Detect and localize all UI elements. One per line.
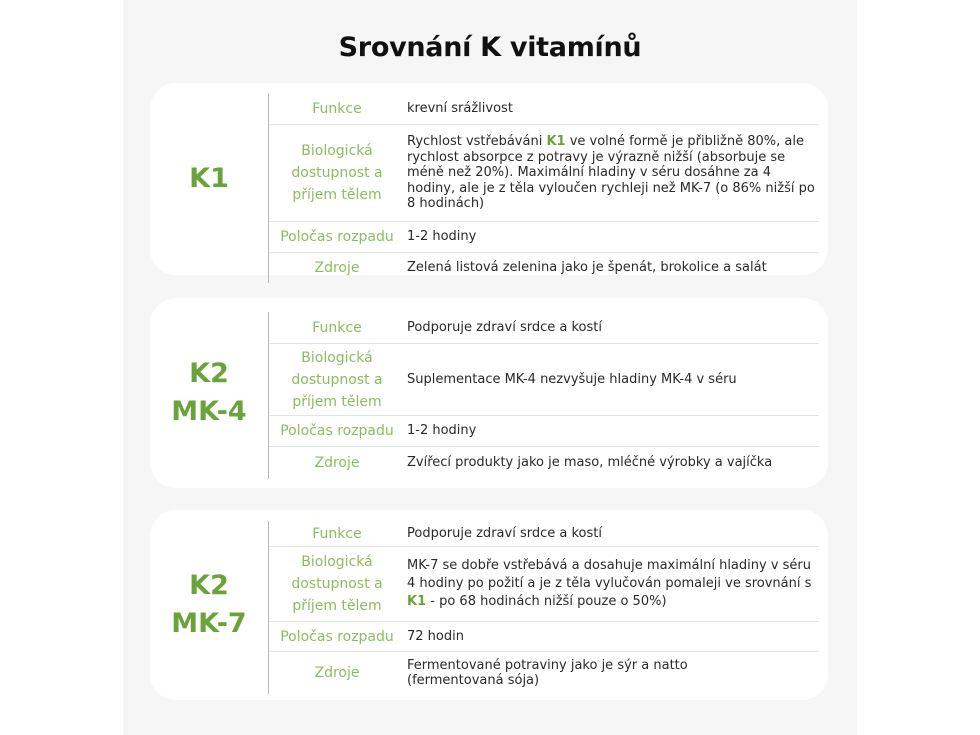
property-table bbox=[268, 312, 819, 479]
row-label: Poločas rozpadu bbox=[280, 423, 394, 439]
row-label: Zdroje bbox=[314, 260, 360, 276]
row-label: Poločas rozpadu bbox=[280, 229, 394, 245]
table-row bbox=[269, 521, 819, 547]
row-value: 1-2 hodiny bbox=[407, 229, 477, 245]
row-label: Zdroje bbox=[314, 665, 360, 681]
vitamin-name-line: MK-7 bbox=[171, 608, 247, 639]
table-row bbox=[269, 125, 819, 222]
table-row bbox=[269, 222, 819, 253]
property-table bbox=[268, 93, 819, 283]
table-row bbox=[269, 344, 819, 416]
value-highlight: K1 bbox=[546, 134, 566, 150]
row-value: Fermentované potraviny jako je sýr a natto (fermentovaná sója) bbox=[407, 657, 688, 688]
row-label: Zdroje bbox=[314, 455, 360, 471]
row-label: Funkce bbox=[312, 525, 362, 542]
row-value: Podporuje zdraví srdce a kostí bbox=[407, 319, 602, 335]
row-value: krevní srážlivost bbox=[407, 100, 513, 116]
value-text: ve volné formě je přibližně 80%, ale rychlost absorpce z potravy je výrazně nižší (absorbuje se méně než 20%). Maximální hladiny v séru dosáhne za 4 hodiny, ale je z těla vyloučen rychleji než MK-7 (o 86% nižší po 8 hodinách) bbox=[407, 134, 815, 212]
table-row bbox=[269, 547, 819, 622]
vitamin-name-line: K2 bbox=[189, 570, 229, 601]
table-row bbox=[269, 312, 819, 344]
card-k2-mk4 bbox=[150, 298, 828, 488]
value-text: Rychlost vstřebáváni bbox=[407, 134, 547, 150]
vitamin-name-line: K1 bbox=[189, 163, 229, 194]
value-text: MK-7 se dobře vstřebává a dosahuje maximální hladiny v séru 4 hodiny po požití a je z těla vylučován pomaleji ve srovnání s bbox=[407, 558, 812, 591]
value-highlight: K1 bbox=[407, 594, 427, 609]
row-label: Biologická dostupnost a příjem tělem bbox=[291, 349, 383, 410]
row-value: Podporuje zdraví srdce a kostí bbox=[407, 525, 602, 541]
table-row bbox=[269, 416, 819, 447]
table-row bbox=[269, 447, 819, 479]
row-value bbox=[405, 132, 819, 214]
row-label: Biologická dostupnost a příjem tělem bbox=[291, 143, 383, 203]
page-title: Srovnání K vitamínů bbox=[338, 32, 642, 63]
vitamin-name bbox=[150, 510, 268, 700]
card-k1 bbox=[150, 83, 828, 275]
table-row bbox=[269, 93, 819, 125]
vitamin-name-line: K2 bbox=[189, 358, 229, 389]
row-value bbox=[405, 555, 819, 613]
row-value: Zelená listová zelenina jako je špenát, brokolice a salát bbox=[407, 260, 767, 276]
row-value: 1-2 hodiny bbox=[407, 423, 477, 439]
infographic-panel bbox=[123, 0, 857, 735]
row-label: Funkce bbox=[312, 319, 362, 336]
table-row bbox=[269, 652, 819, 694]
vitamin-name bbox=[150, 83, 268, 275]
table-row bbox=[269, 253, 819, 283]
property-table bbox=[268, 521, 819, 694]
vitamin-name bbox=[150, 298, 268, 488]
vitamin-name-line: MK-4 bbox=[171, 396, 247, 427]
row-label: Funkce bbox=[312, 100, 362, 117]
row-label: Poločas rozpadu bbox=[280, 628, 394, 645]
row-label: Biologická dostupnost a příjem tělem bbox=[291, 554, 383, 614]
table-row bbox=[269, 622, 819, 652]
row-value: 72 hodin bbox=[407, 628, 464, 644]
row-value: Suplementace MK-4 nezvyšuje hladiny MK-4 v séru bbox=[407, 371, 737, 387]
value-text: - po 68 hodinách nižší pouze o 50%) bbox=[426, 594, 667, 609]
row-value: Zvířecí produkty jako je maso, mléčné výrobky a vajíčka bbox=[407, 455, 773, 471]
card-k2-mk7 bbox=[150, 510, 828, 700]
